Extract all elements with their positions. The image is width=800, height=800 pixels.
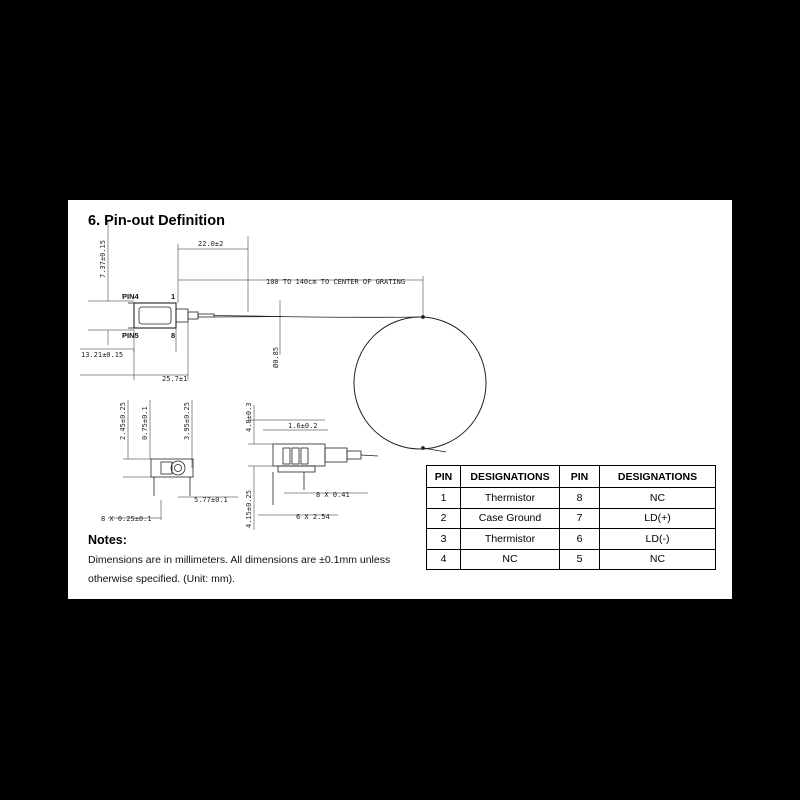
pin-number: 7: [560, 508, 600, 529]
pin-number: 3: [427, 529, 461, 550]
table-header-row: [427, 466, 716, 488]
pin-designation-table: [426, 465, 716, 570]
pin1-label: 1: [171, 292, 176, 301]
pin4-label: PIN4: [122, 292, 139, 301]
section-title: 6. Pin-out Definition: [88, 213, 225, 229]
package-window: [139, 307, 171, 324]
dim-5-77: 5.77±0.1: [194, 496, 228, 504]
dim-fiber-dia: Ø0.85: [272, 346, 280, 368]
dim-0-75: 0.75±0.1: [141, 406, 149, 440]
table-row: [427, 549, 716, 570]
pin-designation: Case Ground: [461, 508, 560, 529]
table-row: [427, 488, 716, 509]
header-designations: DESIGNATIONS: [600, 466, 716, 488]
pin-designation: NC: [600, 488, 716, 509]
pin-number: 4: [427, 549, 461, 570]
pin-number: 8: [560, 488, 600, 509]
pin5-label: PIN5: [122, 331, 139, 340]
pin-number: 1: [427, 488, 461, 509]
header-pin: PIN: [560, 466, 600, 488]
dim-25-7: 25.7±1: [162, 375, 188, 383]
table-row: [427, 508, 716, 529]
pin-designation: LD(-): [600, 529, 716, 550]
pin-designation: LD(+): [600, 508, 716, 529]
notes-title: Notes:: [88, 533, 127, 547]
pin-number: 5: [560, 549, 600, 570]
dim-pin-thickness: 8 X 0.25±0.1: [101, 515, 152, 523]
fiber-lead: [253, 316, 420, 317]
pin-designation: NC: [600, 549, 716, 570]
pin-designation: Thermistor: [461, 529, 560, 550]
pin-number: 6: [560, 529, 600, 550]
header-pin: PIN: [427, 466, 461, 488]
fiber-exit-view: [171, 461, 185, 475]
dim-2-45: 2.45±0.25: [119, 402, 127, 440]
pin-number: 2: [427, 508, 461, 529]
dim-4-15: 4.15±0.25: [245, 490, 253, 528]
datasheet-section: [68, 200, 732, 599]
pin8-label: 8: [171, 331, 176, 340]
dim-3-95: 3.95±0.25: [183, 402, 191, 440]
dim-pitch: 6 X 2.54: [296, 513, 330, 521]
fiber-coil: [354, 317, 486, 449]
dim-4-8: 4.8±0.3: [245, 402, 253, 432]
dim-pin-width: 8 X 0.41: [316, 491, 350, 499]
pin-designation: Thermistor: [461, 488, 560, 509]
header-designations: DESIGNATIONS: [461, 466, 560, 488]
dim-1-6: 1.6±0.2: [288, 422, 318, 430]
dim-22: 22.0±2: [198, 240, 224, 248]
notes-text: Dimensions are in millimeters. All dimensions are ±0.1mm unless otherwise specified. (Unit: mm).: [88, 554, 391, 585]
dim-width: 13.21±0.15: [81, 351, 124, 359]
dim-height-top: 7.37±0.15: [99, 240, 107, 278]
pin-designation: NC: [461, 549, 560, 570]
dim-fiber-length: 100 TO 140cm TO CENTER OF GRATING: [266, 278, 406, 286]
table-row: [427, 529, 716, 550]
fiber-boot: [176, 309, 188, 322]
